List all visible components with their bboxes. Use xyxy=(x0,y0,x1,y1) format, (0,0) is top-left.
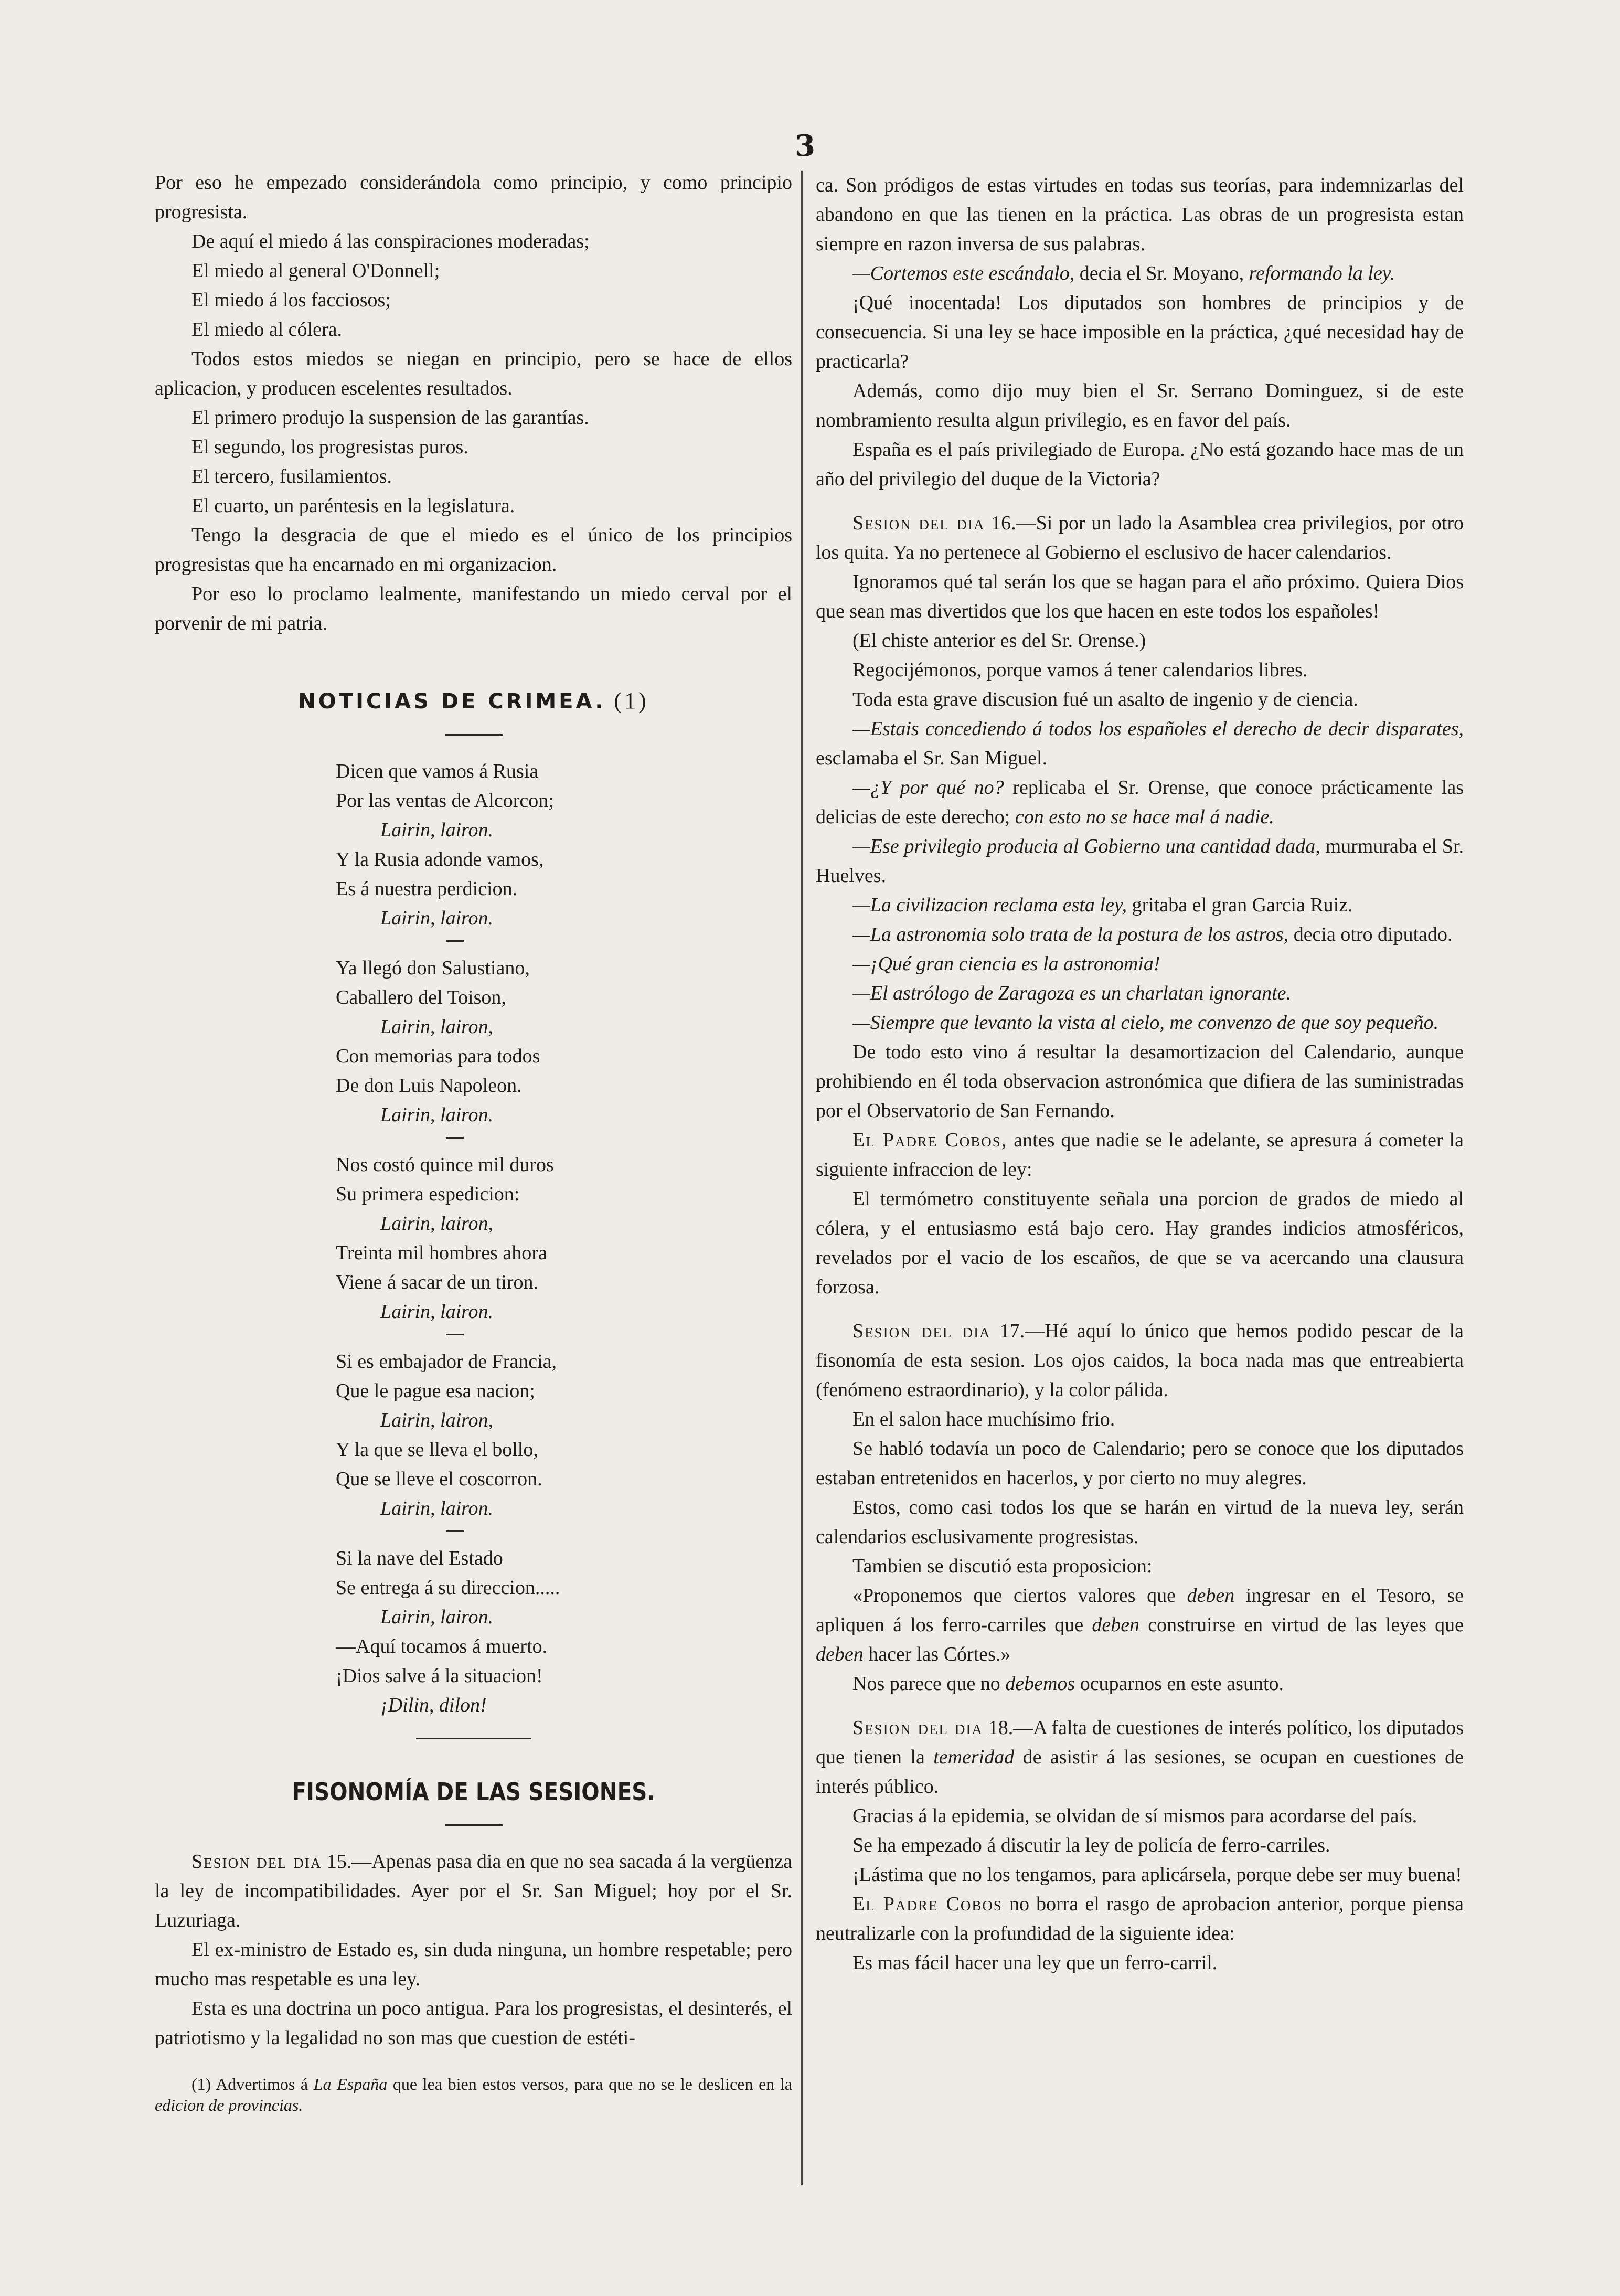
session-number: 18. xyxy=(988,1717,1014,1739)
divider-rule xyxy=(445,1824,503,1826)
padre-cobos: El Padre Cobos xyxy=(852,1893,1003,1915)
poem-line: Treinta mil hombres ahora xyxy=(336,1242,547,1264)
session-label: Sesion del dia xyxy=(852,1320,991,1342)
paragraph: El segundo, los progresistas puros. xyxy=(191,436,468,458)
session-paragraph xyxy=(816,1316,1464,1405)
quote: con esto no se hace mal á nadie. xyxy=(1015,806,1274,828)
text: esclamaba el Sr. San Miguel. xyxy=(816,747,1048,769)
emphasis: debemos xyxy=(1005,1673,1075,1695)
poem-refrain: Lairin, lairon, xyxy=(380,1016,494,1038)
paragraph: Gracias á la epidemia, se olvidan de sí mismos para acordarse del país. xyxy=(852,1805,1418,1827)
poem-refrain: Lairin, lairon. xyxy=(380,1606,494,1628)
text: replicaba el Sr. Orense, que conoce prácticamente las delicias de este derecho; xyxy=(816,777,1464,828)
footnote-mark: (1) xyxy=(191,2075,211,2093)
emphasis: deben xyxy=(1092,1614,1140,1636)
poem-line: Caballero del Toison, xyxy=(336,986,506,1008)
paragraph: Ignoramos qué tal serán los que se hagan para el año próximo. Quiera Dios que sean mas divertidos que los que hacen en este todos los españoles! xyxy=(816,571,1464,622)
paragraph: Toda esta grave discusion fué un asalto de ingenio y de ciencia. xyxy=(852,688,1358,710)
poem-line: Nos costó quince mil duros xyxy=(336,1154,554,1176)
poem-line: Que se lleve el coscorron. xyxy=(336,1468,542,1490)
poem-line: Que le pague esa nacion; xyxy=(336,1380,535,1402)
poem-title xyxy=(155,685,792,717)
poem-title-note: (1) xyxy=(614,688,649,714)
right-column xyxy=(816,171,1464,1978)
divider-rule xyxy=(445,734,503,736)
text: ocuparnos en este asunto. xyxy=(1075,1673,1284,1695)
left-column xyxy=(155,168,792,2116)
poem-line: Ya llegó don Salustiano, xyxy=(336,957,530,979)
paragraph xyxy=(816,1889,1464,1948)
text: decia el Sr. Moyano, xyxy=(1074,262,1249,284)
poem-refrain: Lairin, lairon, xyxy=(380,1213,494,1235)
poem-stanza xyxy=(336,1544,792,1720)
paragraph xyxy=(816,890,1464,920)
text: hacer las Córtes.» xyxy=(863,1643,1011,1665)
paragraph: (El chiste anterior es del Sr. Orense.) xyxy=(852,630,1146,652)
poem-stanza xyxy=(336,1150,792,1326)
paragraph xyxy=(816,920,1464,949)
session-paragraph xyxy=(816,508,1464,567)
paragraph: Es mas fácil hacer una ley que un ferro-carril. xyxy=(852,1952,1218,1974)
quote: —Estais concediendo á todos los españoles el derecho de decir disparates, xyxy=(852,718,1464,740)
poem xyxy=(336,757,792,1720)
paragraph xyxy=(816,832,1464,890)
paragraph: Esta es una doctrina un poco antigua. Para los progresistas, el desinterés, el patriotismo y la legalidad no son mas que cuestion de estéti- xyxy=(155,1997,792,2049)
poem-line: Si la nave del Estado xyxy=(336,1547,503,1569)
paragraph: De aquí el miedo á las conspiraciones moderadas; xyxy=(191,230,590,252)
paragraph: ¡Qué inocentada! Los diputados son hombres de principios y de consecuencia. Si una ley se hace imposible en la práctica, ¿qué necesidad hay de practicarla? xyxy=(816,292,1464,373)
poem-refrain: ¡Dilin, dilon! xyxy=(380,1694,487,1716)
paragraph xyxy=(816,949,1464,979)
footnote-text: que lea bien estos versos, para que no se le deslicen en la xyxy=(387,2075,793,2093)
quote: —La astronomia solo trata de la postura de los astros, xyxy=(852,923,1289,945)
poem-stanza xyxy=(336,757,792,933)
emphasis: temeridad xyxy=(933,1746,1015,1768)
poem-refrain: Lairin, lairon. xyxy=(380,1301,494,1323)
text: «Proponemos que ciertos valores que xyxy=(852,1585,1187,1607)
paragraph: En el salon hace muchísimo frio. xyxy=(852,1408,1115,1430)
paragraph: El ex-ministro de Estado es, sin duda ninguna, un hombre respetable; pero mucho mas respetable es una ley. xyxy=(155,1939,792,1990)
quote: —¡Qué gran ciencia es la astronomia! xyxy=(852,953,1160,975)
emphasis: deben xyxy=(1187,1585,1235,1607)
paragraph: Estos, como casi todos los que se harán en virtud de la nueva ley, serán calendarios esclusivamente progresistas. xyxy=(816,1496,1464,1548)
paragraph: Se habló todavía un poco de Calendario; pero se conoce que los diputados estaban entretenidos en hacerlos, y por cierto no muy alegres. xyxy=(816,1438,1464,1489)
emphasis: deben xyxy=(816,1643,864,1665)
poem-line: Con memorias para todos xyxy=(336,1045,540,1067)
poem-line: Y la que se lleva el bollo, xyxy=(336,1439,538,1461)
column-divider xyxy=(801,171,803,2185)
paragraph: Por eso he empezado considerándola como principio, y como principio progresista. xyxy=(155,172,792,223)
section-heading: FISONOMÍA DE LAS SESIONES. xyxy=(292,1778,655,1806)
paragraph: El termómetro constituyente señala una porcion de grados de miedo al cólera, y el entusiasmo está bajo cero. Hay grandes indicios atmosféricos, revelados por el vacio de los escaños, de que se va acercando una clausura forzosa. xyxy=(816,1188,1464,1298)
session-text: —A falta de cuestiones de interés político, los diputados que tienen la xyxy=(816,1717,1464,1768)
session-label: Sesion del dia xyxy=(852,1717,983,1739)
session-text: —Si por un lado la Asamblea crea privilegios, por otro los quita. Ya no pertenece al Gobierno el esclusivo de hacer calendarios. xyxy=(816,512,1464,564)
session-text: —Hé aquí lo único que hemos podido pescar de la fisonomía de esta sesion. Los ojos caidos, la boca nada mas que entreabierta (fenómeno estraordinario), y la color pálida. xyxy=(816,1320,1464,1401)
poem-line: Por las ventas de Alcorcon; xyxy=(336,790,554,812)
text: no borra el rasgo de aprobacion anterior, porque piensa neutralizarle con la profundidad de la siguiente idea: xyxy=(816,1893,1464,1944)
text: gritaba el gran Garcia Ruiz. xyxy=(1127,894,1353,916)
quote: —El astrólogo de Zaragoza es un charlatan ignorante. xyxy=(852,982,1292,1004)
poem-refrain: Lairin, lairon. xyxy=(380,907,494,929)
poem-refrain: Lairin, lairon. xyxy=(380,1497,494,1519)
paragraph: ca. Son pródigos de estas virtudes en todas sus teorías, para indemnizarlas del abandono en que las tienen en la práctica. Las obras de un progresista estan siempre en razon inversa de sus palabras. xyxy=(816,174,1464,255)
paragraph: España es el país privilegiado de Europa. ¿No está gozando hace mas de un año del privilegio del duque de la Victoria? xyxy=(816,439,1464,490)
paragraph xyxy=(816,714,1464,773)
poem-line: De don Luis Napoleon. xyxy=(336,1075,522,1097)
paragraph xyxy=(816,1669,1464,1698)
section-rule xyxy=(416,1738,531,1739)
paragraph xyxy=(816,1008,1464,1037)
page-number: 3 xyxy=(795,129,815,163)
text: antes que nadie se le adelante, se apresura á cometer la siguiente infraccion de ley: xyxy=(816,1129,1464,1181)
session-number: 16. xyxy=(991,512,1016,534)
footnote-edition: edicion de provincias. xyxy=(155,2096,303,2114)
text: ingresar en el Tesoro, se apliquen á los ferro-carriles que xyxy=(816,1585,1464,1636)
quote: —Ese privilegio producia al Gobierno una cantidad dada, xyxy=(852,835,1320,857)
paragraph: El miedo á los facciosos; xyxy=(191,289,391,311)
poem-line: ¡Dios salve á la situacion! xyxy=(336,1665,543,1687)
session-paragraph xyxy=(155,1847,792,1935)
poem-line: Dicen que vamos á Rusia xyxy=(336,760,539,782)
session-paragraph xyxy=(816,1713,1464,1801)
poem-refrain: Lairin, lairon. xyxy=(380,819,494,841)
paragraph: Por eso lo proclamo lealmente, manifestando un miedo cerval por el porvenir de mi patria. xyxy=(155,583,792,634)
text: murmuraba el Sr. Huelves. xyxy=(816,835,1464,887)
paragraph: Tengo la desgracia de que el miedo es el único de los principios progresistas que ha encarnado en mi organizacion. xyxy=(155,524,792,576)
paragraph: Todos estos miedos se niegan en principio, pero se hace de ellos aplicacion, y producen escelentes resultados. xyxy=(155,348,792,399)
paragraph: Además, como dijo muy bien el Sr. Serrano Dominguez, si de este nombramiento resulta algun privilegio, es en favor del país. xyxy=(816,380,1464,431)
quote: —¿Y por qué no? xyxy=(852,777,1004,799)
paragraph xyxy=(816,979,1464,1008)
stanza-dash xyxy=(446,1137,464,1139)
stanza-dash xyxy=(446,1530,464,1532)
padre-cobos: El Padre Cobos, xyxy=(852,1129,1008,1151)
paragraph: ¡Lástima que no los tengamos, para aplicársela, porque debe ser muy buena! xyxy=(852,1864,1462,1886)
paragraph: El primero produjo la suspension de las garantías. xyxy=(191,407,589,429)
paragraph: Tambien se discutió esta proposicion: xyxy=(852,1555,1153,1577)
paragraph xyxy=(816,1125,1464,1184)
poem-stanza xyxy=(336,953,792,1130)
poem-line: Si es embajador de Francia, xyxy=(336,1351,557,1373)
paragraph xyxy=(816,259,1464,288)
paragraph: El cuarto, un paréntesis en la legislatura. xyxy=(191,495,515,517)
paragraph: De todo esto vino á resultar la desamortizacion del Calendario, aunque prohibiendo en él toda observacion astronómica que difiera de las suministradas por el Observatorio de San Fernando. xyxy=(816,1041,1464,1122)
session-label: Sesion del dia xyxy=(191,1851,322,1873)
footnote-newspaper: La España xyxy=(313,2075,388,2093)
text: construirse en virtud de las leyes que xyxy=(1139,1614,1464,1636)
poem-line: Y la Rusia adonde vamos, xyxy=(336,848,544,870)
paragraph xyxy=(816,1581,1464,1669)
session-number: 17. xyxy=(999,1320,1025,1342)
text: Nos parece que no xyxy=(852,1673,1006,1695)
footnote xyxy=(155,2074,792,2116)
poem-line: Es á nuestra perdicion. xyxy=(336,878,518,900)
quote: —Cortemos este escándalo, xyxy=(852,262,1075,284)
paragraph: El miedo al cólera. xyxy=(191,318,342,341)
footnote-text: Advertimos á xyxy=(216,2075,314,2093)
paragraph: El miedo al general O'Donnell; xyxy=(191,260,440,282)
paragraph: El tercero, fusilamientos. xyxy=(191,465,392,487)
session-label: Sesion del dia xyxy=(852,512,985,534)
poem-line: Se entrega á su direccion..... xyxy=(336,1577,560,1599)
paragraph: Se ha empezado á discutir la ley de policía de ferro-carriles. xyxy=(852,1834,1330,1856)
quote: —La civilizacion reclama esta ley, xyxy=(852,894,1127,916)
session-number: 15. xyxy=(326,1851,352,1873)
poem-refrain: Lairin, lairon. xyxy=(380,1104,494,1126)
poem-line: —Aquí tocamos á muerto. xyxy=(336,1635,548,1657)
poem-title-text: NOTICIAS DE CRIMEA. xyxy=(298,689,606,714)
text: decia otro diputado. xyxy=(1288,923,1453,945)
session-text: —Apenas pasa dia en que no sea sacada á la vergüenza la ley de incompatibilidades. Ayer por el Sr. San Miguel; hoy por el Sr. Luzuriaga. xyxy=(155,1851,792,1931)
poem-line: Su primera espedicion: xyxy=(336,1183,520,1205)
text: de asistir á las sesiones, se ocupan en cuestiones de interés público. xyxy=(816,1746,1464,1798)
poem-stanza xyxy=(336,1347,792,1523)
poem-refrain: Lairin, lairon, xyxy=(380,1409,494,1431)
quote: reformando la ley. xyxy=(1249,262,1395,284)
stanza-dash xyxy=(446,1334,464,1335)
paragraph: Regocijémonos, porque vamos á tener calendarios libres. xyxy=(852,659,1308,681)
stanza-dash xyxy=(446,940,464,942)
quote: —Siempre que levanto la vista al cielo, me convenzo de que soy pequeño. xyxy=(852,1012,1439,1034)
poem-line: Viene á sacar de un tiron. xyxy=(336,1271,538,1293)
paragraph xyxy=(816,773,1464,832)
